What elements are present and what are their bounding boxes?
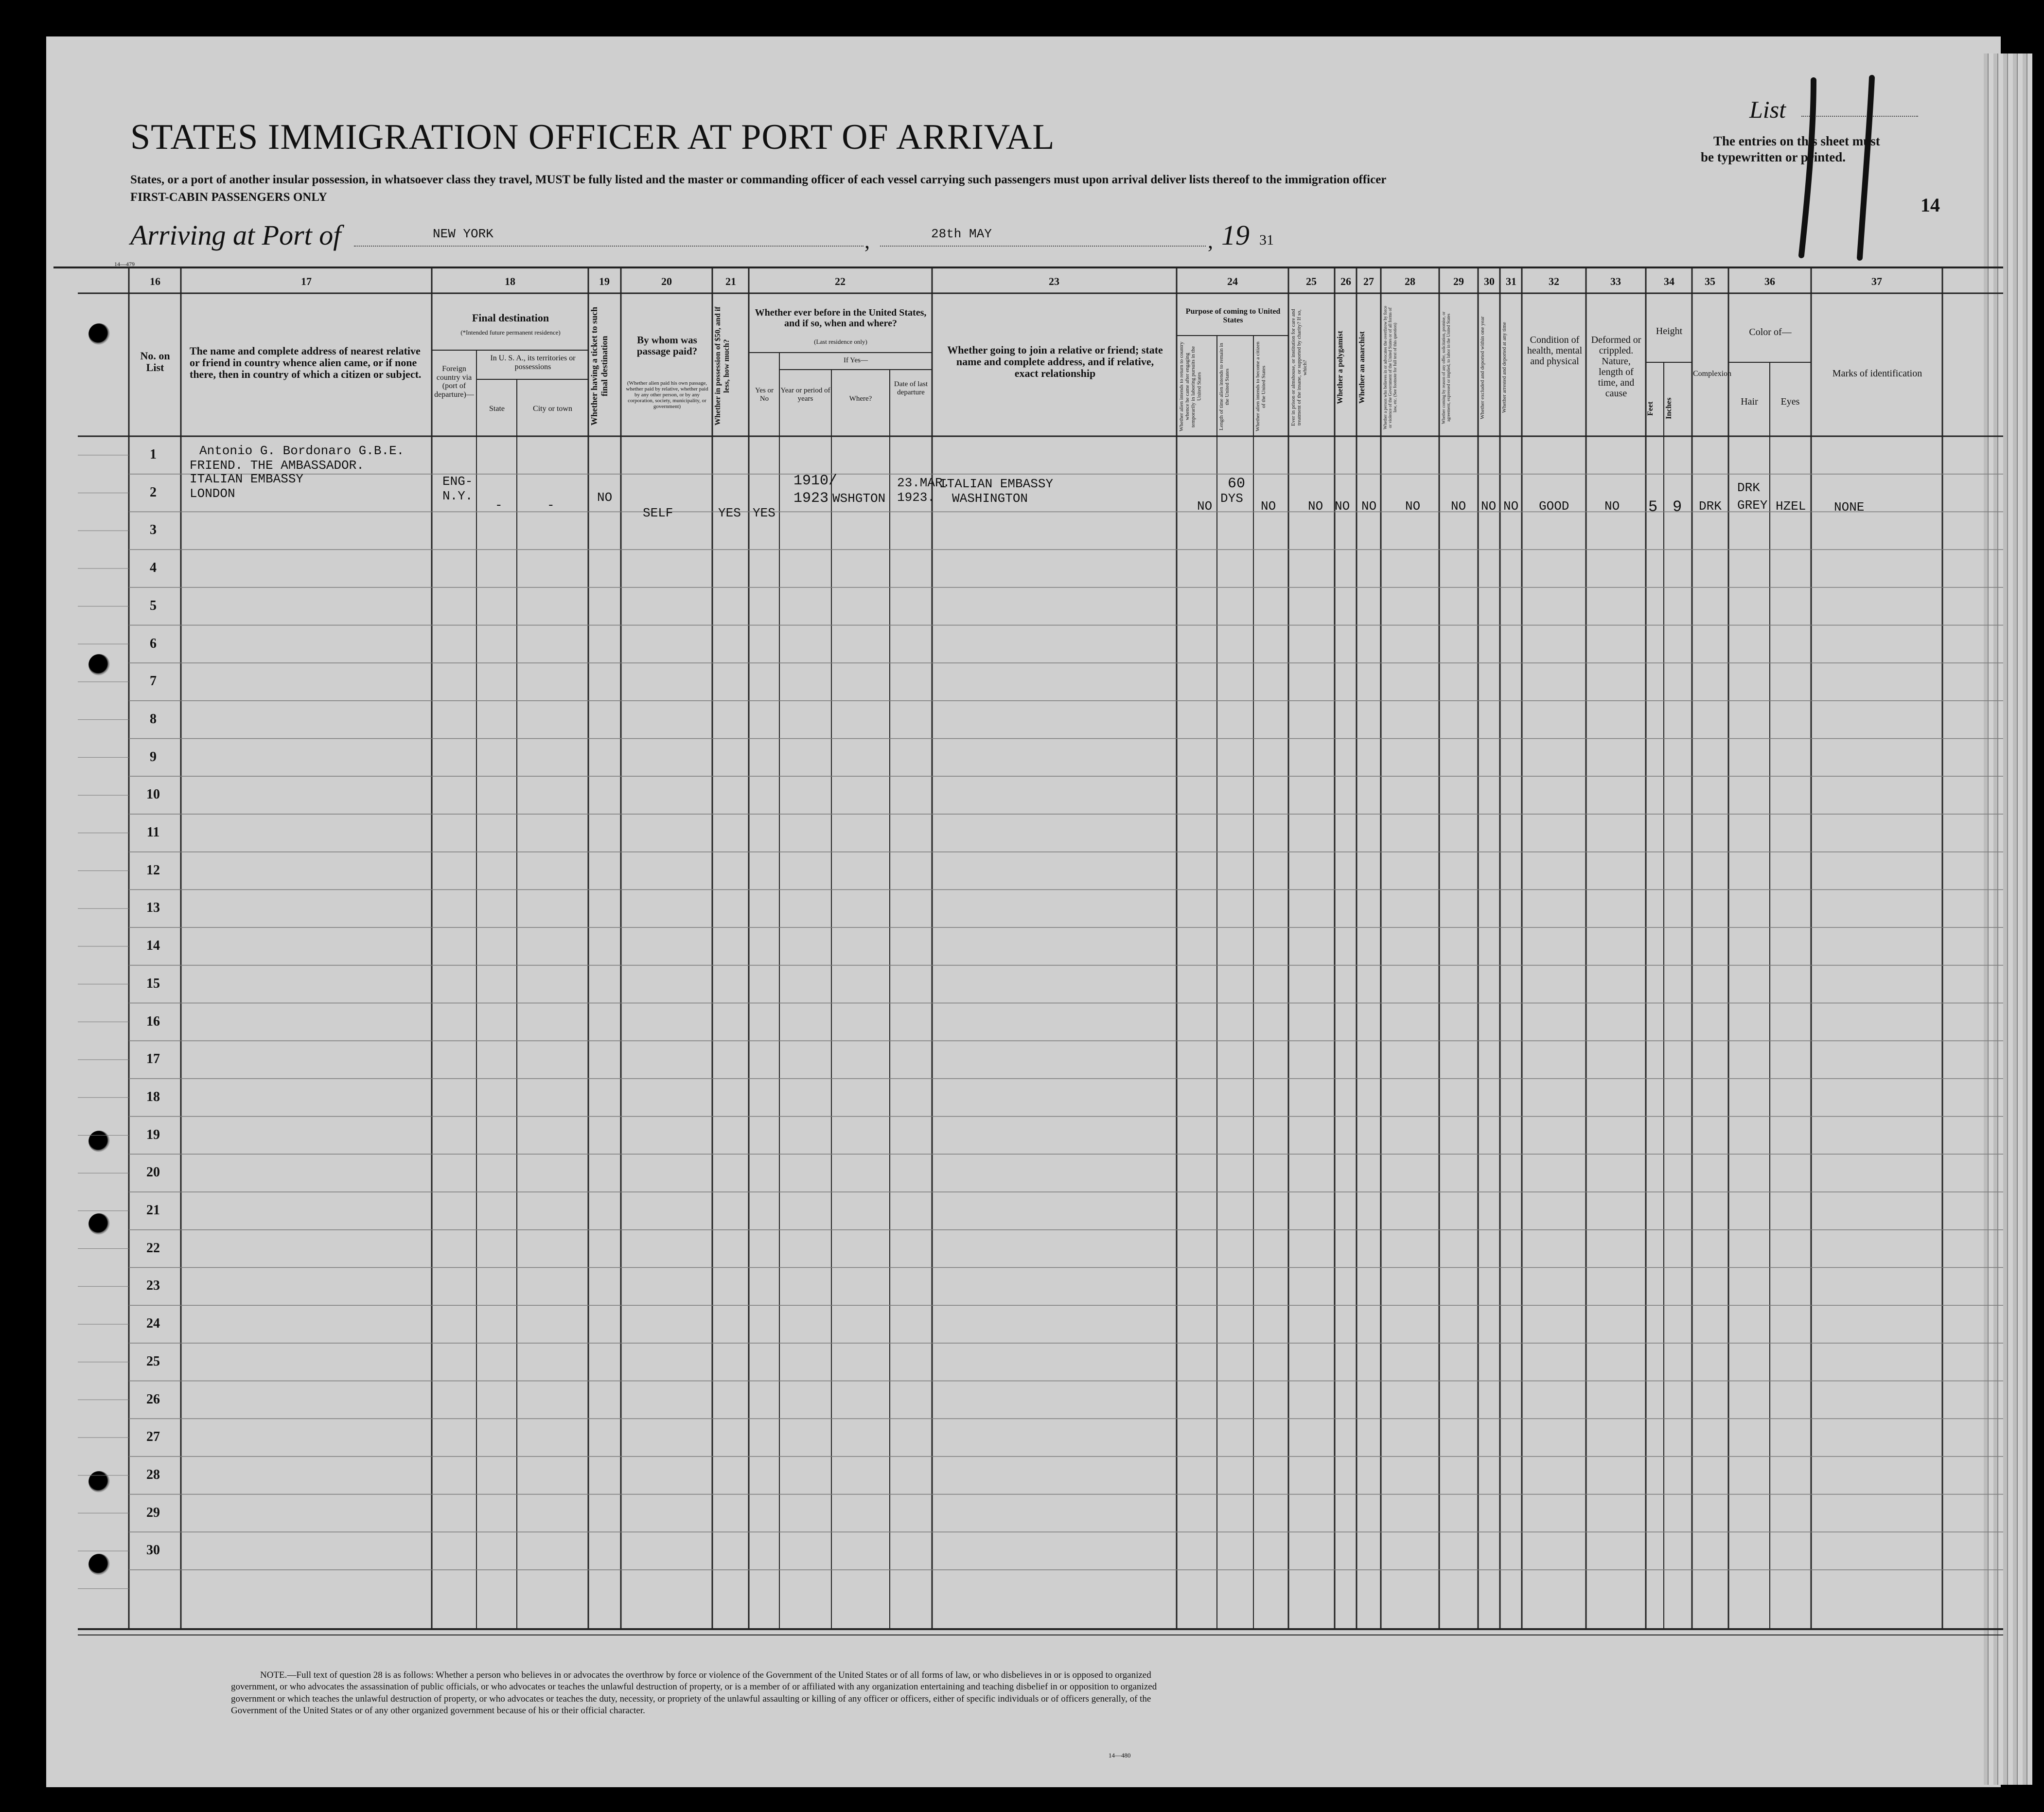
- entry-ticket: NO: [597, 490, 613, 505]
- row-number: 16: [146, 1014, 160, 1029]
- header-return: Whether alien intends to return to country whence he came after engaging temporarily in laboring pursuits in the United States: [1179, 341, 1202, 432]
- row-number: 20: [146, 1165, 160, 1180]
- row-number: 23: [146, 1278, 160, 1293]
- row-number: 19: [146, 1127, 160, 1142]
- header-ticket: Whether having a ticket to such final destination: [589, 306, 609, 426]
- column-number: 25: [1306, 275, 1317, 287]
- row-number: 10: [146, 787, 160, 802]
- header-final-destination: Final destination: [472, 312, 549, 324]
- row-number: 13: [146, 900, 160, 915]
- column-number: 24: [1227, 275, 1238, 287]
- entry-joining-2: WASHINGTON: [952, 491, 1028, 506]
- footnote: NOTE.—Full text of question 28 is as follows: Whether a person who believes in or advocates the overthrow by force or violence of the Government of the United States or of all forms of law, or who disbelieves in or is opposed to organized government, or who advocates the assassination of public officials, or who advocates or teaches the unlawful destruction of property, or is a member of or affiliated with any organization entertaining and teaching disbelief in or opposition to organized government or which teaches the unlawful destruction of property, or who advocates or teaches the duty, necessity, or propriety of the unlawful assaulting or killing of any officer or officers, either of specific individuals or of officers generally, of the Government of the United States or of any other organized government because of his or their official character.: [231, 1670, 1157, 1716]
- column-number: 22: [835, 275, 846, 287]
- column-number: 18: [505, 275, 515, 287]
- header-ever-before: Whether ever before in the United States, and if so, when and where?: [755, 307, 927, 329]
- header-polygamist: Whether a polygamist: [1336, 331, 1344, 405]
- form-number-top: 14—479: [114, 261, 135, 267]
- header-feet: Feet: [1646, 401, 1655, 416]
- column-number: 33: [1610, 275, 1621, 287]
- entries-note-line2: be typewritten or printed.: [1701, 150, 1846, 164]
- row-number: 2: [150, 485, 157, 500]
- column-number: 17: [301, 275, 312, 287]
- header-offer: Whether coming by reason of any offer, solicitation, promise, or agreement, expressed or implied, to labor in the United States: [1441, 311, 1451, 424]
- header-where: Where?: [849, 395, 872, 403]
- entry-health: GOOD: [1539, 499, 1569, 514]
- entry-offer: NO: [1451, 499, 1466, 514]
- row-number: 15: [146, 976, 160, 991]
- entry-marks: NONE: [1834, 500, 1865, 515]
- cabin-class: FIRST-CABIN PASSENGERS ONLY: [130, 191, 327, 204]
- row-number: 11: [146, 825, 160, 840]
- row-number: 27: [146, 1429, 160, 1444]
- form-title: STATES IMMIGRATION OFFICER AT PORT OF ARRIVAL: [130, 117, 1055, 157]
- header-state: State: [489, 405, 505, 413]
- entry-foreign-via-1: ENG-: [442, 474, 473, 489]
- entry-before-yesno: YES: [753, 506, 775, 520]
- row-number: 22: [146, 1241, 160, 1256]
- column-number: 31: [1506, 275, 1516, 287]
- header-ever-before-sub: (Last residence only): [814, 338, 867, 345]
- column-number: 26: [1340, 275, 1351, 287]
- entry-relative-line4: LONDON: [190, 486, 235, 501]
- header-year: Year or period of years: [780, 387, 830, 403]
- entry-city: -: [547, 498, 555, 513]
- column-number: 21: [725, 275, 736, 287]
- entry-relative-line1: Antonio G. Bordonaro G.B.E.: [199, 444, 405, 458]
- column-number: 30: [1484, 275, 1495, 287]
- header-color-of: Color of—: [1749, 327, 1792, 338]
- row-number: 14: [146, 938, 160, 953]
- column-number: 34: [1664, 275, 1674, 287]
- entry-prison: NO: [1308, 499, 1323, 514]
- row-number: 8: [150, 711, 157, 727]
- row-number: 18: [146, 1089, 160, 1104]
- entry-where: WSHGTON: [832, 491, 886, 506]
- row-number: 9: [150, 749, 157, 764]
- year-suffix: 31: [1259, 232, 1274, 248]
- header-complexion: Complexion: [1693, 370, 1732, 378]
- row-number: 28: [146, 1467, 160, 1482]
- header-in-usa: In U. S. A., its territories or possessions: [490, 354, 576, 371]
- header-prison: Ever in prison or almshouse, or institution for care and treatment of the insane, or supported by charity? If so, which?: [1290, 309, 1308, 426]
- entry-hair-2: GREY: [1737, 498, 1768, 513]
- header-arrested: Whether arrested and deported at any time: [1501, 322, 1507, 413]
- list-label: List: [1749, 96, 1786, 123]
- row-number: 29: [146, 1505, 160, 1520]
- header-last-departure: Date of last departure: [894, 380, 928, 396]
- header-if-yes: If Yes—: [843, 356, 868, 364]
- entry-state: -: [495, 498, 503, 513]
- column-number: 27: [1363, 275, 1374, 287]
- header-citizen: Whether alien intends to become a citizen of the United States: [1255, 341, 1267, 432]
- sheet-number: 14: [1921, 194, 1940, 216]
- header-passage-paid: By whom was passage paid?: [636, 334, 698, 357]
- row-number: 26: [146, 1392, 160, 1407]
- row-number: 21: [146, 1203, 160, 1218]
- row-number: 17: [146, 1051, 160, 1066]
- entry-feet: 5: [1648, 498, 1658, 516]
- arriving-label: Arriving at Port of: [130, 219, 341, 251]
- header-final-destination-sub: (*Intended future permanent residence): [460, 329, 561, 336]
- row-number: 7: [150, 674, 157, 689]
- entry-relative-line3: ITALIAN EMBASSY: [190, 472, 304, 486]
- row-number: 24: [146, 1316, 160, 1331]
- row-number: 6: [150, 636, 157, 651]
- entries-note-line1: The entries on this sheet must: [1713, 134, 1880, 148]
- header-health: Condition of health, mental and physical: [1527, 335, 1583, 367]
- entry-paid-by: SELF: [643, 506, 673, 520]
- entry-year-2: 1923: [793, 490, 829, 507]
- year-prefix: 19: [1221, 219, 1250, 251]
- header-fifty-dollars: Whether in possession of $50, and if less, how much?: [714, 306, 731, 426]
- header-length: Length of time alien intends to remain in the United States: [1218, 343, 1231, 430]
- column-number: 36: [1764, 275, 1775, 287]
- column-number: 19: [599, 275, 610, 287]
- header-overthrow: Whether a person who believes in or advocates the overthrow by force or violence of the Government of the United States or of all forms of law, etc. (See footnote for full text of this question): [1383, 305, 1397, 430]
- row-number: 5: [150, 598, 157, 613]
- entry-overthrow: NO: [1405, 499, 1421, 514]
- entry-arrested: NO: [1503, 499, 1519, 514]
- entry-length-1: 60: [1228, 476, 1246, 492]
- header-nearest-relative: The name and complete address of nearest relative or friend in country whence alien came, or if none there, then in country of which a citizen or subject.: [190, 345, 422, 381]
- column-number: 28: [1405, 275, 1415, 287]
- entry-departure-1: 23.MAR.: [897, 476, 951, 490]
- row-number: 3: [150, 522, 157, 537]
- row-number: 12: [146, 863, 160, 878]
- entry-foreign-via-2: N.Y.: [442, 489, 473, 503]
- header-hair: Hair: [1741, 396, 1758, 407]
- column-number: 20: [661, 275, 672, 287]
- column-number: 37: [1871, 275, 1882, 287]
- header-yes-no: Yes or No: [755, 387, 774, 403]
- entry-complexion: DRK: [1699, 499, 1722, 514]
- header-marks: Marks of identification: [1832, 368, 1922, 379]
- column-number: 32: [1549, 275, 1559, 287]
- header-foreign-country: Foreign country via (port of departure)—: [434, 365, 474, 399]
- entry-departure-2: 1923.: [897, 490, 935, 505]
- entry-relative-line2: FRIEND. THE AMBASSADOR.: [190, 458, 364, 473]
- header-joining: Whether going to join a relative or friend; state name and complete address, and if relative, exact relationship: [947, 344, 1163, 380]
- row-number: 25: [146, 1354, 160, 1369]
- column-number: 29: [1453, 275, 1464, 287]
- entry-hair-1: DRK: [1737, 480, 1760, 495]
- port-value: NEW YORK: [433, 227, 493, 241]
- date-value: 28th MAY: [931, 227, 992, 241]
- header-eyes: Eyes: [1780, 396, 1800, 407]
- header-anarchist: Whether an anarchist: [1358, 331, 1366, 404]
- notice-line: States, or a port of another insular possession, in whatsoever class they travel, MUST be fully listed and the master or commanding officer of each vessel carrying such passengers must upon arrival deliver lists thereof to the immigration officer: [130, 173, 1387, 186]
- row-number: 4: [150, 560, 157, 575]
- row-number: 1: [150, 447, 157, 462]
- header-city: City or town: [533, 405, 572, 413]
- page-canvas: STATES IMMIGRATION OFFICER AT PORT OF ARRIVAL States, or a port of another insular possession, in whatsoever class they travel, MUST be fully listed and the master or commanding officer of each vessel carrying such passengers must upon arrival deliver lists thereof to the immigration officer FIRST-CABIN PASSENGERS ONLY List The entries on this sheet must be typewritten or printed. 14 Arriving at Port of NEW YORK , 28th MAY , 19 31 14—479 16 17 18 19 20 21 22 23 24 25 26 27 28 29 30 31 32 33 34 35 36 37 No. on List The name and complete address of nearest relative or friend in country whence alien came, or if none there, then in country of which a citizen or subject. Final destination (*Intended future permanent residence) Foreign country via (port of departure)— In U. S. A., its territories or possessions State City or town Whether having a ticket to such final destination By whom was passage paid? (Whether alien paid his own passage, whether paid by relative, whether paid by any other person, or by any corporation, society, municipality, or government) Whether in possession of $50, and if less, how much? Whether ever before in the United States, and if so, when and where? (Last residence only) Yes or No If Yes— Year or period of years Where? Date of last departure Whether going to join a relative or friend; state name and complete address, and if relative, exact relationship Purpose of coming to United States Whether alien intends to return to country whence he came after engaging temporarily in laboring pursuits in the United States Length of time alien intends to remain in the United States Whether alien intends to become a citizen of the United States Ever in prison or almshouse, or institution for care and treatment of the insane, or supported by charity? If so, which? Whether a polygamist Whether an anarchist Whether a person who believes in or advocates the overthrow by force or violence of the Government of the United States or of all forms of law, etc. (See footnote for full text of this question) Whether coming by reason of any offer, solicitation, promise, or agreement, expressed or implied, to labor in the United States Whether excluded and deported within one year Whether arrested and deported at any time Condition of health, mental and physical Deformed or crippled. Nature, length of time, and cause Height Feet Inches Complexion Color of— Hair Eyes Marks of identification 1 2 3 4 5 6 7 8 9 10 11 12 13 14 15 16 17 18 19 20 21 22 23 24 25 26 27 28 29 30 Antonio G. Bordonaro G.B.E. FRIEND. THE AMBASSADOR. ITALIAN EMBASSY LONDON ENG- N.Y. - - NO SELF YES YES 1910/ 1923 WSHGTON 23.MAR. 1923. ITALIAN EMBASSY WASHINGTON NO 60 DYS NO NO NO NO NO NO NO NO GOOD NO 5 9 DRK DRK GREY HZEL NONE NOTE.—Full text of question 28 is as follows: Whether a person who believes in or advocates the overthrow by force or violence of the Government of the United States or of all forms of law, or who disbelieves in or is opposed to organized government, or who advocates the assassination of public officials, or who advocates or teaches the unlawful destruction of property, or is a member of or affiliated with any organization entertaining and teaching disbelief in or opposition to organized government or which teaches the unlawful destruction of property, or who advocates or teaches the duty, necessity, or propriety of the unlawful assaulting or killing of any officer or officers, either of specific individuals or of officers generally, of the Government of the United States or of any other organized government because of his or their official character. 14—480: [0, 0, 2044, 1812]
- entry-anarchist: NO: [1361, 499, 1377, 514]
- column-number: 23: [1049, 275, 1059, 287]
- entry-fifty: YES: [718, 506, 741, 520]
- column-number: 16: [150, 275, 160, 287]
- entry-joining-1: ITALIAN EMBASSY: [939, 477, 1054, 491]
- header-purpose: Purpose of coming to United States: [1185, 307, 1281, 324]
- entry-eyes: HZEL: [1776, 499, 1806, 514]
- row-number: 30: [146, 1543, 160, 1558]
- entry-inches: 9: [1673, 498, 1682, 516]
- header-excluded: Whether excluded and deported within one year: [1480, 316, 1485, 419]
- header-no-on-list: No. on List: [140, 350, 170, 374]
- entry-polygamist: NO: [1335, 499, 1350, 514]
- column-number: 35: [1705, 275, 1715, 287]
- entry-year-1: 1910/: [793, 473, 838, 489]
- header-height: Height: [1656, 326, 1683, 337]
- header-passage-paid-sub: (Whether alien paid his own passage, whether paid by relative, whether paid by any other person, or by any corporation, society, municipality, or government): [626, 380, 708, 410]
- header-deformed: Deformed or crippled. Nature, length of time, and cause: [1591, 335, 1641, 399]
- form-number-bottom: 14—480: [1109, 1752, 1131, 1759]
- entry-length-2: DYS: [1220, 491, 1243, 506]
- entry-citizen: NO: [1261, 499, 1276, 514]
- entry-return: NO: [1197, 499, 1213, 514]
- entry-deformed: NO: [1604, 499, 1620, 514]
- header-inches: Inches: [1665, 397, 1673, 420]
- entry-excluded: NO: [1481, 499, 1497, 514]
